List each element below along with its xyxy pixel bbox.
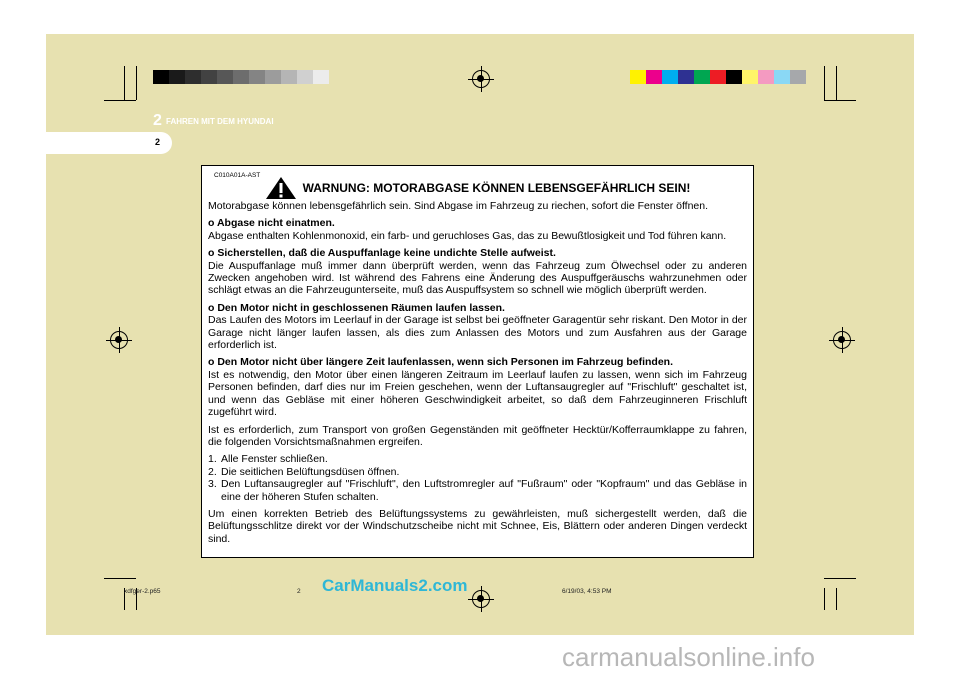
footer-filename: xdfger-2.p65 [124,588,161,595]
color-swatch [710,70,726,84]
step-text: Den Luftansaugregler auf "Frischluft", den Luftstromregler auf "Fußraum" oder "Kopfraum" und das Gebläse in eine der höheren Stufen schalten. [221,478,747,503]
warning-header [208,176,747,200]
transport-paragraph: Ist es erforderlich, zum Transport von großen Gegenständen mit geöffneter Hecktür/Kofferraumklappe zu fahren, die folgenden Vorsichtsmaßnahmen ergreifen. [208,423,747,448]
warning-item-text: Das Laufen des Motors im Leerlauf in der Garage ist selbst bei geöffneter Garagentür sehr riskant. Den Motor in der Garage nicht länger laufen lassen, als dies zum Anlassen des Motors und zum Ausfahren aus der Garage erforderlich ist. [208,314,747,352]
grayscale-calibration-bar [153,70,329,84]
warning-title: WARNUNG: MOTORABGASE KÖNNEN LEBENSGEFÄHRLICH SEIN! [302,180,691,195]
crop-mark [836,588,837,610]
warning-box [201,165,754,558]
color-swatch [646,70,662,84]
list-item [208,466,747,478]
crop-mark [824,66,825,100]
color-swatch [201,70,217,84]
step-number: 3. [208,478,217,491]
warning-code: C010A01A-AST [214,172,261,179]
crop-mark [104,100,136,101]
warning-item-text: Ist es notwendig, den Motor über einen längeren Zeitraum im Leerlauf laufen zu lassen, wenn sich im Fahrzeug Personen befinden, darf dies nur im Freien geschehen, wenn der Luftansaugregler auf "Frischluft" geschaltet ist, und wenn das Gebläse mit einer höheren Geschwindigkeit arbeitet, so daß dem Fahrzeuginneren Frischluft zugeführt wird. [208,368,747,419]
step-number: 2. [208,465,217,478]
color-swatch [169,70,185,84]
warning-item-heading: o Den Motor nicht über längere Zeit laufenlassen, wenn sich Personen im Fahrzeug befinden. [208,356,673,369]
color-swatch [726,70,742,84]
warning-item-heading: o Den Motor nicht in geschlossenen Räumen laufen lassen. [208,301,505,314]
crop-mark [836,66,837,100]
closing-paragraph: Um einen korrekten Betrieb des Belüftungssystems zu gewährleisten, muß sichergestellt werden, daß die Belüftungsschlitze direkt vor der Windschutzscheibe nicht mit Schnee, Eis, Blättern oder anderen Dingen verdeckt sind. [208,507,747,545]
crop-mark [104,578,136,579]
color-swatch [249,70,265,84]
color-swatch [774,70,790,84]
list-item [208,478,747,503]
warning-item-heading: o Abgase nicht einatmen. [208,217,335,230]
registration-mark-icon [472,590,490,608]
registration-mark-icon [472,70,490,88]
warning-intro: Motorabgase können lebensgefährlich sein. Sind Abgase im Fahrzeug zu riechen, sofort die Fenster öffnen. [208,200,709,212]
chapter-number: 2 [153,112,162,129]
warning-item [208,217,747,242]
color-swatch [758,70,774,84]
site-watermark[interactable]: carmanualsonline.info [562,642,815,672]
crop-mark [824,100,856,101]
footer-timestamp: 6/19/03, 4:53 PM [562,588,612,595]
crop-mark [124,66,125,100]
warning-item-heading: o Sicherstellen, daß die Auspuffanlage keine undichte Stelle aufweist. [208,247,556,260]
crop-mark [824,578,856,579]
warning-item [208,247,747,297]
color-swatch [742,70,758,84]
color-swatch [265,70,281,84]
steps-list [208,453,747,503]
color-swatch [678,70,694,84]
color-swatch [694,70,710,84]
color-swatch [662,70,678,84]
step-text: Die seitlichen Belüftungsdüsen öffnen. [221,465,400,478]
color-swatch [313,70,329,84]
color-calibration-bar [630,70,806,84]
footer-page-number: 2 [297,588,301,595]
registration-mark-icon [833,331,851,349]
step-text: Alle Fenster schließen. [221,453,328,466]
warning-item [208,356,747,418]
page-tab [46,132,172,154]
warning-item-text: Abgase enthalten Kohlenmonoxid, ein farb- und geruchloses Gas, das zu Bewußtlosigkeit und Tod führen kann. [208,229,727,242]
step-number: 1. [208,453,217,466]
warning-item-text: Die Auspuffanlage muß immer dann überprüft werden, wenn das Fahrzeug zum Ölwechsel oder zu anderen Zwecken angehoben wird. Ist während des Fahrens eine Änderung des Auspuffgeräuschs wahrzunehmen oder schlägt etwas an die Fahrzeugunterseite, muß das Auspuffsystem so schnell wie möglich überprüft werden. [208,259,747,297]
page-tab-number: 2 [155,137,161,147]
color-swatch [217,70,233,84]
color-swatch [790,70,806,84]
color-swatch [281,70,297,84]
list-item [208,453,747,465]
color-swatch [297,70,313,84]
chapter-title: FAHREN MIT DEM HYUNDAI [166,117,274,126]
registration-mark-icon [110,331,128,349]
warning-item [208,302,747,352]
watermark-link[interactable]: CarManuals2.com [322,576,468,595]
color-swatch [233,70,249,84]
color-swatch [185,70,201,84]
color-swatch [630,70,646,84]
crop-mark [824,588,825,610]
crop-mark [136,66,137,100]
color-swatch [153,70,169,84]
warning-triangle-icon [265,176,297,200]
